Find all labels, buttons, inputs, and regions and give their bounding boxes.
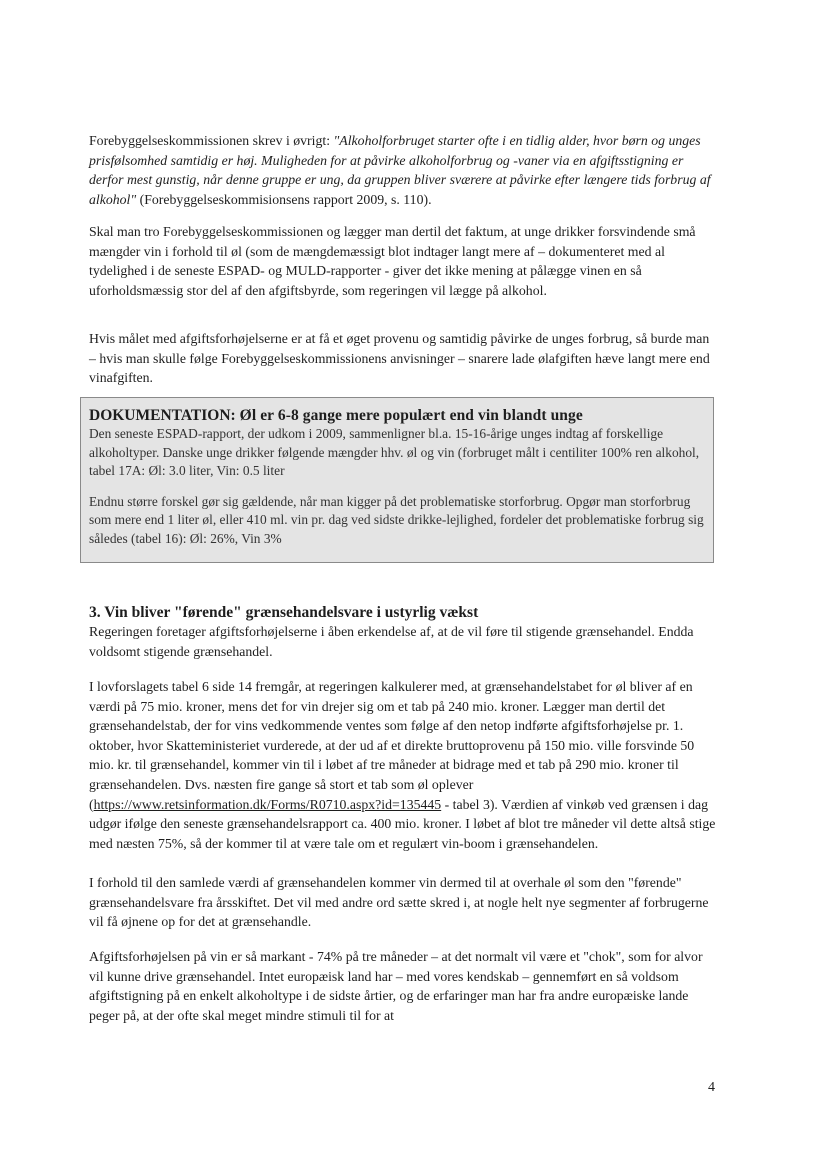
documentation-label: DOKUMENTATION: — [89, 407, 236, 424]
paragraph-text: Afgiftsforhøjelsen på vin er så markant - 74% på tre måneder – at det normalt vil være et "chok", som for alvor vil kunne drive grænsehandel. Intet europæisk land har – med vores kendskab – gennemført en så voldsom afgiftstigning på en enkelt alkoholtype i de sidste årtier, og de erfaringer man har fra andre europæiske lande peger på, at der ofte skal meget mindre stimuli til for at — [89, 949, 703, 1023]
documentation-text-1: Den seneste ESPAD-rapport, der udkom i 2009, sammenligner bl.a. 15-16-årige unges indtag af forskellige alkoholtyper. Danske unge drikker følgende mængder hhv. øl og vin (forbruget målt i centiliter 100% ren alkohol, tabel 17A: Øl: 3.0 liter, Vin: 0.5 liter — [89, 426, 700, 479]
paragraph-commission-quote — [89, 131, 717, 209]
paragraph-government-acknowledges — [89, 622, 717, 661]
quote-text: "Alkoholforbruget starter ofte i en tidlig alder, hvor børn og unges prisfølsomhed samtidig er høj. Muligheden for at påvirke alkoholforbrug og -vaner via en afgiftsstigning er derfor mest gunstig, når denne gruppe er ung, da gruppen bliver sværere at påvirke efter længere tids forbrug af alkohol" — [89, 133, 711, 207]
paragraph-wine-overtakes — [89, 873, 717, 932]
paragraph-youth-consumption — [89, 222, 717, 300]
paragraph-tax-goal — [89, 329, 717, 388]
documentation-spacer — [89, 481, 705, 493]
paragraph-text: - tabel 3). Værdien af vinkøb ved grænsen i dag udgør ifølge den seneste grænsehandelsrapport ca. 400 mio. kroner. I løbet af blot tre måneder vil dette altså stige med næsten 75%, så der kommer til at være tale om et regulært vin-boom i grænsehandelen. — [89, 796, 716, 851]
paragraph-text: I forhold til den samlede værdi af grænsehandelen kommer vin dermed til at overhale øl som den "førende" grænsehandelsvare fra årsskiftet. Det vil med andre ord sætte skred i, at nogle helt nye segmenter af forbrugerne vil få øjnene op for det at grænsehandle. — [89, 875, 709, 930]
page-number: 4 — [708, 1080, 715, 1095]
paragraph-text: I lovforslagets tabel 6 side 14 fremgår, at regeringen kalkulerer med, at grænsehandelstabet for øl bliver af en værdi på 75 mio. kroner, mens det for vin drejer sig om et tab på 240 mio. kroner. Lægger man dertil det grænsehandelstab, der for vins vedkommende ventes som følge af den netop indførte afgiftsforhøjelse pr. 1. oktober, hvor Skatteministeriet vurderede, at der ud af et direkte bruttoprovenu på 150 mio. ville forsvinde 50 mio. kr. til grænsehandel, kommer vin til i løbet af tre måneder at bidrage med et tab på 290 mio. kroner til grænsehandelen. Dvs. næsten fire gange så stort et tab som øl oplever ( — [89, 679, 695, 812]
section-heading: 3. Vin bliver "førende" grænsehandelsvare i ustyrlig vækst — [89, 604, 479, 621]
paragraph-text: Regeringen foretager afgiftsforhøjelserne i åben erkendelse af, at de vil føre til stigende grænsehandel. Endda voldsomt stigende grænsehandel. — [89, 624, 694, 659]
documentation-heading: Øl er 6-8 gange mere populært end vin blandt unge — [235, 407, 583, 424]
quote-intro: Forebyggelseskommissionen skrev i øvrigt: — [89, 133, 334, 148]
paragraph-text: Hvis målet med afgiftsforhøjelserne er at få et øget provenu og samtidig påvirke de unges forbrug, så burde man – hvis man skulle følge Forebyggelseskommissionens anvisninger – snarere lade ølafgiften hæve langt mere end vinafgiften. — [89, 331, 710, 386]
paragraph-border-trade-calc — [89, 677, 717, 853]
documentation-box — [80, 397, 714, 563]
source-link[interactable]: https://www.retsinformation.dk/Forms/R0710.aspx?id=135445 — [93, 796, 442, 812]
documentation-title — [89, 406, 705, 425]
paragraph-text: Skal man tro Forebyggelseskommissionen og lægger man dertil det faktum, at unge drikker forsvindende små mængder vin i forhold til øl (som de mængdemæssigt blot indtager langt mere af – dokumenteret med al tydelighed i de seneste ESPAD- og MULD-rapporter - giver det ikke mening at pålægge vinen en så uforholdsmæssig stor del af den afgiftsbyrde, som regeringen vil lægge på alkohol. — [89, 224, 696, 298]
documentation-text-2: Endnu større forskel gør sig gældende, når man kigger på det problematiske storforbrug. Opgør man storforbrug som mere end 1 liter øl, eller 410 ml. vin pr. dag ved sidste drikke-lejlighed, fordeler det problematiske forbrug sig således (tabel 16): Øl: 26%, Vin 3% — [89, 493, 704, 546]
paragraph-tax-shock — [89, 947, 717, 1025]
quote-source: (Forebyggelseskommisionsens rapport 2009, s. 110). — [136, 191, 432, 207]
